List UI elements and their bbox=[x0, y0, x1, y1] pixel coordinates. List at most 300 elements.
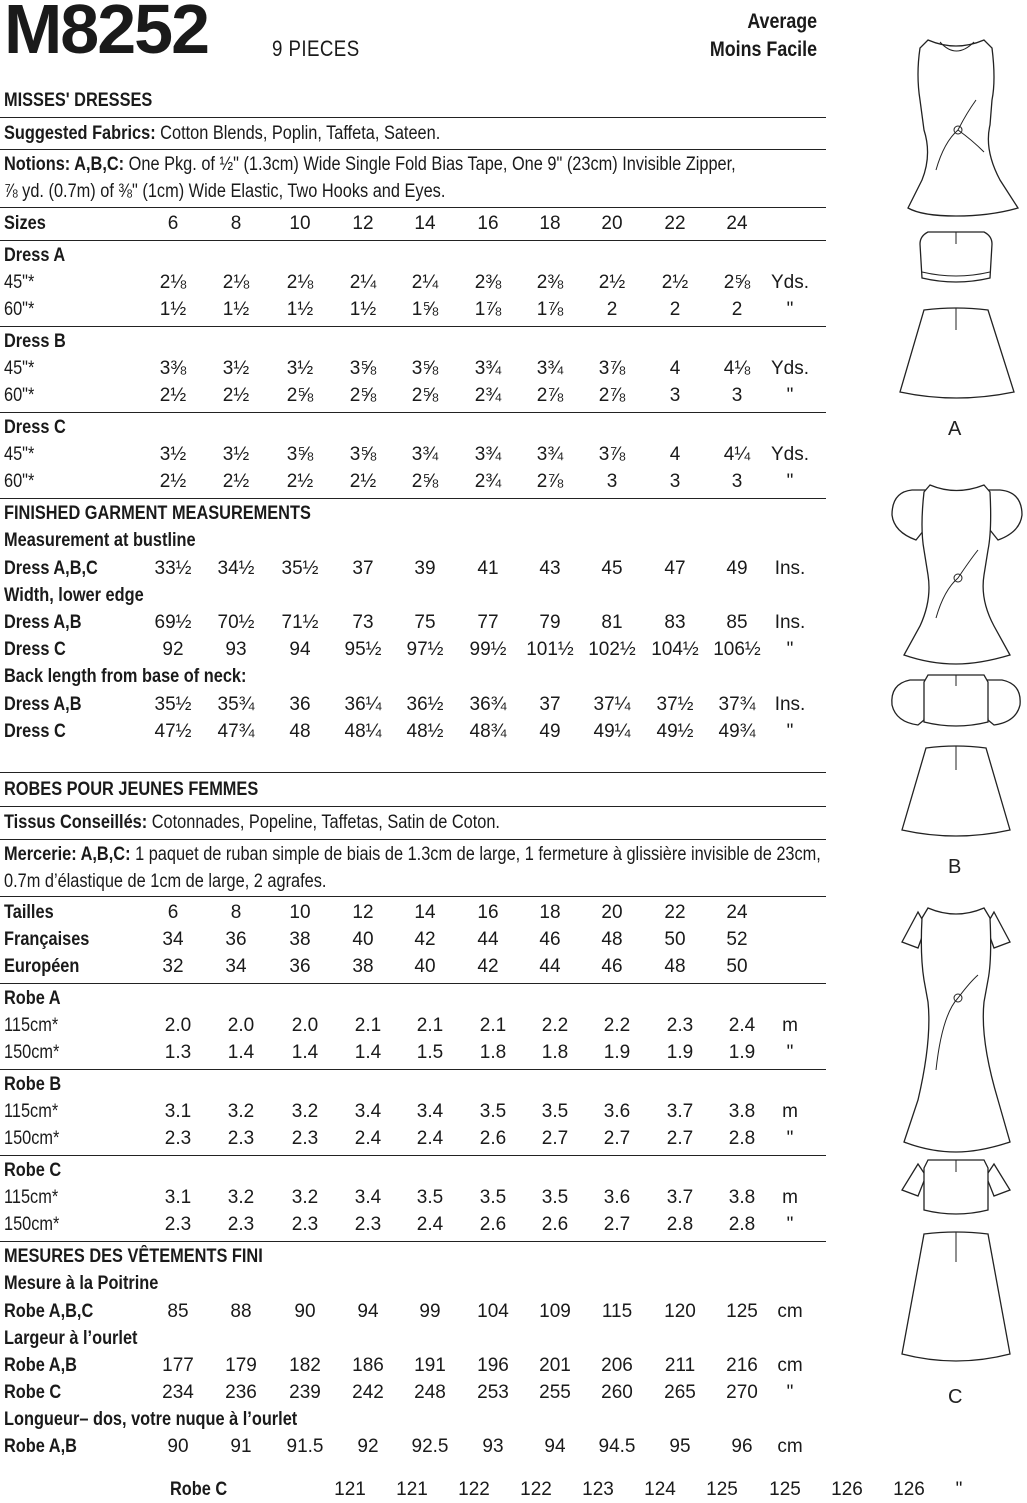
dress-bust-value: 45 bbox=[601, 558, 623, 579]
dress-width-label: Dress C bbox=[4, 639, 66, 660]
dress-bust-value: 33½ bbox=[154, 558, 192, 579]
dress-width-value: 93 bbox=[225, 639, 247, 660]
dress-back-value: 36½ bbox=[406, 694, 444, 715]
dress-b-back-bodice-icon bbox=[892, 675, 1020, 726]
yardage-60-value: 2½ bbox=[286, 471, 314, 492]
yardage-60-value: 2¾ bbox=[474, 385, 502, 406]
yardage-60-value: 2⅝ bbox=[349, 385, 377, 406]
metrage-150-value: 2.4 bbox=[416, 1214, 444, 1235]
dress-back-value: 49¾ bbox=[718, 721, 756, 742]
dress-back-value: 37¼ bbox=[593, 694, 631, 715]
notions-en-line2: ⅞ yd. (0.7m) of ⅜" (1cm) Wide Elastic, Two Hooks and Eyes. bbox=[4, 181, 446, 202]
metrage-150-value: 2.8 bbox=[728, 1128, 756, 1149]
yardage-45-value: 3⅜ bbox=[159, 358, 187, 379]
dress-b-front-icon bbox=[892, 485, 1022, 664]
dress-c-front-icon bbox=[902, 908, 1010, 1152]
robe-bust-value: 85 bbox=[167, 1301, 189, 1322]
robe-back-c-label: Robe C bbox=[170, 1479, 228, 1500]
metrage-115-value: 3.2 bbox=[227, 1101, 255, 1122]
fr-size-value: 50 bbox=[664, 929, 686, 950]
size-header: 22 bbox=[664, 213, 686, 234]
dress-c-back-bodice-icon bbox=[902, 1160, 1010, 1214]
yardage-60-value: 2⅝ bbox=[411, 471, 439, 492]
metrage-150-value: 1.4 bbox=[354, 1042, 382, 1063]
yardage-45-value: 2½ bbox=[661, 272, 689, 293]
robe-back-c-value: 122 bbox=[520, 1479, 552, 1500]
robe-width-value: 255 bbox=[539, 1382, 571, 1403]
dress-width-value: 92 bbox=[162, 639, 184, 660]
dress-bust-value: 34½ bbox=[217, 558, 255, 579]
yardage-45-value: 4⅛ bbox=[723, 358, 751, 379]
robe-back-value: 94 bbox=[544, 1436, 566, 1457]
metrage-115-value: 2.4 bbox=[728, 1015, 756, 1036]
robe-bust-value: 104 bbox=[477, 1301, 509, 1322]
metrage-115-value: 3.6 bbox=[603, 1187, 631, 1208]
yardage-45-value: 3⅞ bbox=[598, 358, 626, 379]
robe-bust-label: Robe A,B,C bbox=[4, 1301, 94, 1322]
yardage-60-value: 1½ bbox=[159, 299, 187, 320]
metrage-150-value: 1.9 bbox=[728, 1042, 756, 1063]
robe-width-value: 270 bbox=[726, 1382, 758, 1403]
yardage-60-label: 60"* bbox=[4, 299, 35, 320]
robe-back-value: 92 bbox=[357, 1436, 379, 1457]
difficulty-fr: Moins Facile bbox=[709, 38, 817, 61]
yardage-45-value: 3¾ bbox=[474, 444, 502, 465]
yardage-45-value: 2⅛ bbox=[159, 272, 187, 293]
robe-back-value: 94.5 bbox=[598, 1436, 636, 1457]
garment-illustrations bbox=[880, 30, 1027, 1430]
metrage-115-value: 3.5 bbox=[479, 1101, 507, 1122]
robe-width-value: 260 bbox=[601, 1382, 633, 1403]
metrage-150-value: 1.9 bbox=[603, 1042, 631, 1063]
dress-sketches bbox=[880, 30, 1027, 1430]
robe-width-value: 253 bbox=[477, 1382, 509, 1403]
dress-width-value: 70½ bbox=[217, 612, 255, 633]
yardage-45-value: 2⅜ bbox=[536, 272, 564, 293]
robe-back-c-value: 125 bbox=[769, 1479, 801, 1500]
yardage-60-value: 2⅞ bbox=[598, 385, 626, 406]
metrage-115-value: 3.5 bbox=[416, 1187, 444, 1208]
yardage-45-label: 45"* bbox=[4, 358, 35, 379]
yardage-45-value: 2⅝ bbox=[723, 272, 751, 293]
fr-size-value: 36 bbox=[289, 956, 311, 977]
fr-size-value: 16 bbox=[477, 902, 499, 923]
dress-bust-value: 35½ bbox=[281, 558, 319, 579]
metrage-115-unit: m bbox=[782, 1015, 798, 1036]
robe-back-c-value: 126 bbox=[893, 1479, 925, 1500]
dress-width-unit: Ins. bbox=[774, 612, 806, 633]
robe-width-value: 201 bbox=[539, 1355, 571, 1376]
dress-back-value: 37 bbox=[539, 694, 561, 715]
dress-c-heading: Dress C bbox=[4, 417, 66, 438]
size-header: 24 bbox=[726, 213, 748, 234]
metrage-115-value: 3.5 bbox=[541, 1101, 569, 1122]
metrage-115-value: 3.8 bbox=[728, 1101, 756, 1122]
dress-width-label: Dress A,B bbox=[4, 612, 82, 633]
dress-back-value: 47½ bbox=[154, 721, 192, 742]
fr-size-value: 34 bbox=[162, 929, 184, 950]
fr-size-value: 34 bbox=[225, 956, 247, 977]
fr-size-value: 42 bbox=[477, 956, 499, 977]
yardage-60-value: 1⅞ bbox=[536, 299, 564, 320]
dress-back-value: 49 bbox=[539, 721, 561, 742]
metrage-115-value: 3.4 bbox=[354, 1187, 382, 1208]
metrage-150-value: 1.3 bbox=[164, 1042, 192, 1063]
robe-width-value: 216 bbox=[726, 1355, 758, 1376]
robe-a-heading: Robe A bbox=[4, 988, 61, 1009]
dress-width-value: 81 bbox=[601, 612, 623, 633]
size-header: 20 bbox=[601, 213, 623, 234]
yardage-60-unit: " bbox=[786, 385, 794, 406]
metrage-115-unit: m bbox=[782, 1101, 798, 1122]
yardage-45-unit: Yds. bbox=[770, 444, 810, 465]
metrage-150-value: 2.8 bbox=[728, 1214, 756, 1235]
size-header: 16 bbox=[477, 213, 499, 234]
yardage-45-value: 3⅝ bbox=[349, 358, 377, 379]
robe-back-value: 96 bbox=[731, 1436, 753, 1457]
robe-c-heading: Robe C bbox=[4, 1160, 62, 1181]
finished-title-en: FINISHED GARMENT MEASUREMENTS bbox=[4, 503, 311, 524]
yardage-60-value: 3 bbox=[731, 385, 743, 406]
fr-size-value: 10 bbox=[289, 902, 311, 923]
label-a: A bbox=[948, 418, 962, 440]
dress-back-value: 49¼ bbox=[593, 721, 631, 742]
yardage-45-unit: Yds. bbox=[770, 272, 810, 293]
metrage-150-value: 1.9 bbox=[666, 1042, 694, 1063]
fr-size-value: 20 bbox=[601, 902, 623, 923]
yardage-45-value: 3⅝ bbox=[286, 444, 314, 465]
metrage-150-value: 2.6 bbox=[541, 1214, 569, 1235]
metrage-150-value: 2.3 bbox=[291, 1128, 319, 1149]
robe-back-value: 93 bbox=[482, 1436, 504, 1457]
fr-size-value: 50 bbox=[726, 956, 748, 977]
metrage-115-value: 3.5 bbox=[541, 1187, 569, 1208]
metrage-150-value: 2.3 bbox=[291, 1214, 319, 1235]
dress-a-back-skirt-icon bbox=[900, 308, 1014, 398]
dress-back-label: Dress C bbox=[4, 721, 66, 742]
robe-back-value: 90 bbox=[167, 1436, 189, 1457]
dress-width-value: 94 bbox=[289, 639, 311, 660]
section-title-fr: ROBES POUR JEUNES FEMMES bbox=[4, 779, 259, 800]
size-header: 8 bbox=[230, 213, 242, 234]
metrage-115-label: 115cm* bbox=[4, 1015, 59, 1036]
yardage-45-label: 45"* bbox=[4, 444, 35, 465]
yardage-45-label: 45"* bbox=[4, 272, 35, 293]
yardage-60-value: 3 bbox=[669, 471, 681, 492]
notions-en-line1: Notions: A,B,C: One Pkg. of ½" (1.3cm) Wide Single Fold Bias Tape, One 9" (23cm) Invisible Zipper, bbox=[4, 154, 736, 175]
dress-back-value: 48½ bbox=[406, 721, 444, 742]
fr-size-value: 14 bbox=[414, 902, 436, 923]
yardage-60-value: 3 bbox=[606, 471, 618, 492]
metrage-150-value: 1.8 bbox=[541, 1042, 569, 1063]
metrage-115-value: 3.7 bbox=[666, 1101, 694, 1122]
sizes-label: Sizes bbox=[4, 213, 46, 234]
fr-size-value: 48 bbox=[601, 929, 623, 950]
dress-width-value: 73 bbox=[352, 612, 374, 633]
metrage-115-value: 3.4 bbox=[416, 1101, 444, 1122]
robe-width-value: 191 bbox=[414, 1355, 446, 1376]
dress-width-value: 102½ bbox=[588, 639, 636, 660]
yardage-45-value: 4 bbox=[669, 444, 681, 465]
fr-size-value: 12 bbox=[352, 902, 374, 923]
robe-width-value: 186 bbox=[352, 1355, 384, 1376]
metrage-150-value: 2.6 bbox=[479, 1214, 507, 1235]
dress-width-value: 83 bbox=[664, 612, 686, 633]
dress-width-value: 71½ bbox=[281, 612, 319, 633]
finished-title-fr: MESURES DES VÊTEMENTS FINI bbox=[4, 1246, 263, 1267]
metrage-115-label: 115cm* bbox=[4, 1187, 59, 1208]
yardage-60-value: 1½ bbox=[286, 299, 314, 320]
dress-width-value: 69½ bbox=[154, 612, 192, 633]
width-title-en: Width, lower edge bbox=[4, 585, 144, 606]
metrage-115-value: 3.1 bbox=[164, 1101, 192, 1122]
dress-width-value: 79 bbox=[539, 612, 561, 633]
dress-back-value: 35½ bbox=[154, 694, 192, 715]
dress-back-value: 35¾ bbox=[217, 694, 255, 715]
dress-width-value: 106½ bbox=[713, 639, 761, 660]
metrage-150-value: 1.5 bbox=[416, 1042, 444, 1063]
yardage-45-value: 3⅝ bbox=[411, 358, 439, 379]
label-c: C bbox=[948, 1386, 963, 1408]
yardage-45-value: 2⅛ bbox=[222, 272, 250, 293]
robe-back-c-unit: " bbox=[955, 1479, 963, 1500]
fr-size-value: 32 bbox=[162, 956, 184, 977]
yardage-60-value: 2⅞ bbox=[536, 385, 564, 406]
yardage-60-value: 2 bbox=[606, 299, 618, 320]
metrage-115-value: 2.2 bbox=[603, 1015, 631, 1036]
pieces-count: 9 PIECES bbox=[272, 36, 360, 61]
notions-fr-line1: Mercerie: A,B,C: 1 paquet de ruban simple de biais de 1.3cm de large, 1 fermeture à glissière invisible de 23cm, bbox=[4, 844, 821, 865]
robe-back-value: 91.5 bbox=[286, 1436, 324, 1457]
yardage-60-value: 2½ bbox=[222, 385, 250, 406]
yardage-60-value: 3 bbox=[669, 385, 681, 406]
metrage-150-unit: " bbox=[786, 1042, 794, 1063]
dress-bust-value: 49 bbox=[726, 558, 748, 579]
yardage-60-value: 1⅝ bbox=[411, 299, 439, 320]
robe-bust-value: 94 bbox=[357, 1301, 379, 1322]
metrage-150-value: 2.4 bbox=[416, 1128, 444, 1149]
robe-width-value: 182 bbox=[289, 1355, 321, 1376]
metrage-115-value: 2.1 bbox=[354, 1015, 382, 1036]
metrage-150-value: 2.3 bbox=[164, 1128, 192, 1149]
yardage-60-value: 3 bbox=[731, 471, 743, 492]
metrage-115-label: 115cm* bbox=[4, 1101, 59, 1122]
dress-back-unit: " bbox=[786, 721, 794, 742]
fr-size-label: Tailles bbox=[4, 902, 54, 923]
yardage-60-value: 2½ bbox=[222, 471, 250, 492]
fr-size-value: 42 bbox=[414, 929, 436, 950]
size-header: 18 bbox=[539, 213, 561, 234]
yardage-60-value: 2⅝ bbox=[286, 385, 314, 406]
metrage-115-value: 3.7 bbox=[666, 1187, 694, 1208]
metrage-115-value: 2.2 bbox=[541, 1015, 569, 1036]
dress-back-value: 37½ bbox=[656, 694, 694, 715]
robe-width-value: 236 bbox=[225, 1382, 257, 1403]
fr-size-value: 6 bbox=[167, 902, 179, 923]
dress-back-value: 49½ bbox=[656, 721, 694, 742]
dress-a-front-icon bbox=[908, 40, 1018, 216]
yardage-45-value: 3¾ bbox=[411, 444, 439, 465]
dress-bust-value: 37 bbox=[352, 558, 374, 579]
yardage-45-value: 2¼ bbox=[349, 272, 377, 293]
metrage-150-value: 2.4 bbox=[354, 1128, 382, 1149]
dress-width-value: 85 bbox=[726, 612, 748, 633]
robe-b-heading: Robe B bbox=[4, 1074, 62, 1095]
fr-size-label: Européen bbox=[4, 956, 80, 977]
metrage-150-value: 1.4 bbox=[291, 1042, 319, 1063]
yardage-60-value: 2½ bbox=[159, 471, 187, 492]
pattern-number: M8252 bbox=[4, 0, 209, 68]
metrage-115-value: 3.2 bbox=[291, 1101, 319, 1122]
yardage-45-value: 3½ bbox=[222, 358, 250, 379]
robe-width-value: 177 bbox=[162, 1355, 194, 1376]
yardage-45-value: 2⅛ bbox=[286, 272, 314, 293]
robe-width-label: Robe A,B bbox=[4, 1355, 77, 1376]
metrage-115-value: 3.2 bbox=[227, 1187, 255, 1208]
yardage-45-value: 3½ bbox=[159, 444, 187, 465]
metrage-115-value: 3.5 bbox=[479, 1187, 507, 1208]
metrage-150-value: 1.4 bbox=[227, 1042, 255, 1063]
dress-width-value: 101½ bbox=[526, 639, 574, 660]
robe-width-value: 206 bbox=[601, 1355, 633, 1376]
dress-back-unit: Ins. bbox=[774, 694, 806, 715]
dress-bust-value: 43 bbox=[539, 558, 561, 579]
metrage-150-unit: " bbox=[786, 1214, 794, 1235]
yardage-60-label: 60"* bbox=[4, 471, 35, 492]
yardage-45-value: 3¾ bbox=[536, 358, 564, 379]
dress-bust-label: Dress A,B,C bbox=[4, 558, 98, 579]
metrage-150-value: 2.8 bbox=[666, 1214, 694, 1235]
robe-back-label: Robe A,B bbox=[4, 1436, 77, 1457]
robe-bust-value: 109 bbox=[539, 1301, 571, 1322]
fr-size-value: 40 bbox=[352, 929, 374, 950]
metrage-115-value: 2.0 bbox=[291, 1015, 319, 1036]
robe-back-c-value: 121 bbox=[334, 1479, 366, 1500]
metrage-150-unit: " bbox=[786, 1128, 794, 1149]
fr-size-value: 44 bbox=[477, 929, 499, 950]
dress-bust-value: 41 bbox=[477, 558, 499, 579]
metrage-115-unit: m bbox=[782, 1187, 798, 1208]
robe-back-c-value: 123 bbox=[582, 1479, 614, 1500]
metrage-115-value: 3.4 bbox=[354, 1101, 382, 1122]
dress-back-value: 48¼ bbox=[344, 721, 382, 742]
fr-size-value: 46 bbox=[601, 956, 623, 977]
metrage-115-value: 2.1 bbox=[416, 1015, 444, 1036]
dress-width-value: 104½ bbox=[651, 639, 699, 660]
robe-back-c-value: 121 bbox=[396, 1479, 428, 1500]
dress-a-back-bodice-icon bbox=[920, 232, 992, 282]
yardage-60-value: 1½ bbox=[222, 299, 250, 320]
dress-width-value: 97½ bbox=[406, 639, 444, 660]
yardage-60-value: 1⅞ bbox=[474, 299, 502, 320]
robe-back-c-value: 122 bbox=[458, 1479, 490, 1500]
metrage-150-value: 2.6 bbox=[479, 1128, 507, 1149]
back-title-en: Back length from base of neck: bbox=[4, 666, 247, 687]
yardage-45-value: 3⅞ bbox=[598, 444, 626, 465]
metrage-150-label: 150cm* bbox=[4, 1128, 60, 1149]
robe-width-value: 179 bbox=[225, 1355, 257, 1376]
size-header: 10 bbox=[289, 213, 311, 234]
robe-bust-value: 120 bbox=[664, 1301, 696, 1322]
fr-size-value: 8 bbox=[230, 902, 242, 923]
metrage-150-value: 2.3 bbox=[354, 1214, 382, 1235]
yardage-60-value: 2⅝ bbox=[411, 385, 439, 406]
metrage-150-value: 2.3 bbox=[164, 1214, 192, 1235]
robe-bust-unit: cm bbox=[777, 1301, 803, 1322]
metrage-150-value: 2.7 bbox=[666, 1128, 694, 1149]
yardage-45-value: 2⅜ bbox=[474, 272, 502, 293]
bust-title-fr: Mesure à la Poitrine bbox=[4, 1273, 159, 1294]
fr-size-value: 38 bbox=[289, 929, 311, 950]
dress-c-back-skirt-icon bbox=[902, 1232, 1010, 1361]
metrage-115-value: 3.2 bbox=[291, 1187, 319, 1208]
metrage-150-value: 2.7 bbox=[603, 1128, 631, 1149]
fr-size-value: 44 bbox=[539, 956, 561, 977]
robe-bust-value: 99 bbox=[419, 1301, 441, 1322]
metrage-150-value: 2.7 bbox=[541, 1128, 569, 1149]
fr-size-value: 46 bbox=[539, 929, 561, 950]
metrage-115-value: 3.1 bbox=[164, 1187, 192, 1208]
dress-b-back-skirt-icon bbox=[902, 746, 1010, 836]
fr-size-label: Françaises bbox=[4, 929, 90, 950]
metrage-150-label: 150cm* bbox=[4, 1214, 60, 1235]
yardage-60-value: 2¾ bbox=[474, 471, 502, 492]
yardage-60-value: 2½ bbox=[159, 385, 187, 406]
dress-back-value: 48¾ bbox=[469, 721, 507, 742]
label-b: B bbox=[948, 856, 962, 878]
robe-width-value: 265 bbox=[664, 1382, 696, 1403]
difficulty-en: Average bbox=[747, 10, 817, 33]
robe-bust-value: 125 bbox=[726, 1301, 758, 1322]
metrage-115-value: 2.0 bbox=[164, 1015, 192, 1036]
robe-width-unit: cm bbox=[777, 1355, 803, 1376]
yardage-45-value: 4 bbox=[669, 358, 681, 379]
robe-width-value: 242 bbox=[352, 1382, 384, 1403]
robe-back-value: 95 bbox=[669, 1436, 691, 1457]
dress-back-value: 48 bbox=[289, 721, 311, 742]
fr-size-value: 36 bbox=[225, 929, 247, 950]
yardage-60-value: 2⅞ bbox=[536, 471, 564, 492]
yardage-60-label: 60"* bbox=[4, 385, 35, 406]
metrage-150-value: 2.7 bbox=[603, 1214, 631, 1235]
fr-size-value: 22 bbox=[664, 902, 686, 923]
robe-bust-value: 90 bbox=[294, 1301, 316, 1322]
yardage-60-value: 1½ bbox=[349, 299, 377, 320]
back-title-fr: Longueur– dos, votre nuque à l’ourlet bbox=[4, 1409, 298, 1430]
yardage-45-value: 4¼ bbox=[723, 444, 751, 465]
robe-width-value: 239 bbox=[289, 1382, 321, 1403]
metrage-115-value: 2.1 bbox=[479, 1015, 507, 1036]
dress-width-unit: " bbox=[786, 639, 794, 660]
width-title-fr: Largeur à l’ourlet bbox=[4, 1328, 138, 1349]
size-header: 14 bbox=[414, 213, 436, 234]
fr-size-value: 38 bbox=[352, 956, 374, 977]
dress-width-value: 77 bbox=[477, 612, 499, 633]
robe-width-value: 248 bbox=[414, 1382, 446, 1403]
dress-back-value: 36 bbox=[289, 694, 311, 715]
metrage-150-value: 2.3 bbox=[227, 1214, 255, 1235]
yardage-45-value: 3⅝ bbox=[349, 444, 377, 465]
yardage-60-value: 2 bbox=[669, 299, 681, 320]
robe-back-c-value: 125 bbox=[706, 1479, 738, 1500]
yardage-60-unit: " bbox=[786, 471, 794, 492]
fabrics-en: Suggested Fabrics: Cotton Blends, Poplin, Taffeta, Sateen. bbox=[4, 123, 441, 144]
dress-a-heading: Dress A bbox=[4, 245, 66, 266]
yardage-45-value: 2½ bbox=[598, 272, 626, 293]
fr-size-value: 40 bbox=[414, 956, 436, 977]
dress-back-value: 36¼ bbox=[344, 694, 382, 715]
yardage-45-value: 3¾ bbox=[536, 444, 564, 465]
